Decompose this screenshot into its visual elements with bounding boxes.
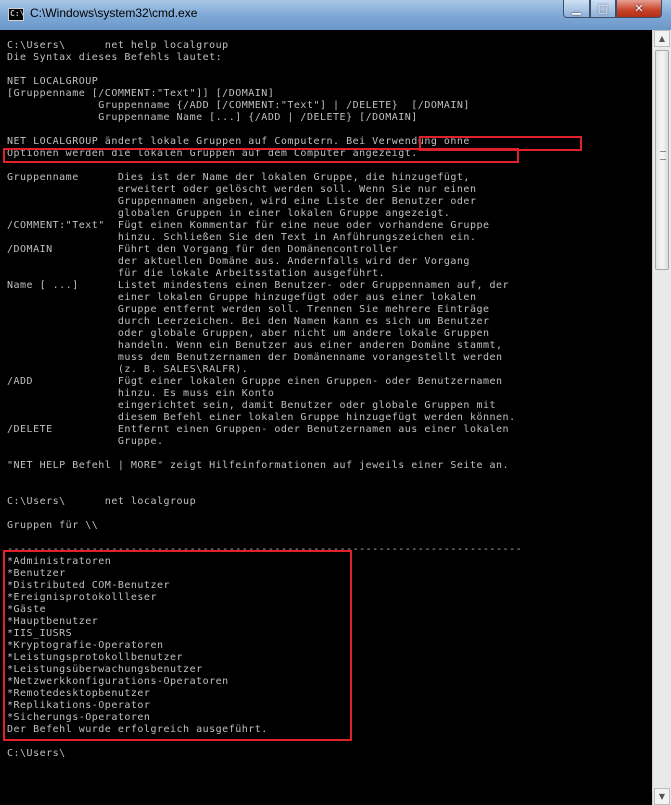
console-line: *Administratoren [7, 556, 112, 567]
vertical-scrollbar[interactable] [652, 30, 671, 805]
console-line: NET LOCALGROUP ändert lokale Gruppen auf Computern. Bei Verwendung ohne [7, 136, 470, 147]
console-line: /DELETE Entfernt einen Gruppen- oder Benutzernamen aus einer lokalen [7, 424, 510, 435]
console-line: /DOMAIN Führt den Vorgang für den Domänencontroller [7, 244, 399, 255]
highlight-box-group-list [3, 550, 352, 741]
console-line: oder globale Gruppen, aber nicht um andere lokale Gruppen [7, 328, 490, 339]
console-line: *Leistungsprotokollbenutzer [7, 652, 184, 663]
console-line: eingerichtet sein, damit Benutzer oder globale Gruppen mit [7, 400, 497, 411]
console-line: muss dem Benutzernamen der Domänenname vorangestellt werden [7, 352, 503, 363]
console-line: durch Leerzeichen. Bei den Namen kann es sich um Benutzer [7, 316, 490, 327]
close-button[interactable]: ✕ [616, 0, 662, 18]
console-line: (z. B. SALES\RALFR). [7, 364, 249, 375]
console-line: Der Befehl wurde erfolgreich ausgeführt. [7, 724, 268, 735]
console-line [7, 64, 522, 76]
console-line: der aktuellen Domäne aus. Andernfalls wird der Vorgang [7, 256, 470, 267]
console-line: Gruppen für \\ [7, 520, 99, 531]
console-line: diesem Befehl einer lokalen Gruppe hinzugefügt werden können. [7, 412, 516, 423]
console-line: *IIS_IUSRS [7, 628, 73, 639]
title-bar[interactable] [0, 0, 671, 30]
console-line: *Replikations-Operator [7, 700, 151, 711]
console-line: *Remotedesktopbenutzer [7, 688, 151, 699]
console-line: NET LOCALGROUP [7, 76, 99, 87]
console-line: *Gäste [7, 604, 47, 615]
console-line: /ADD Fügt einer lokalen Gruppe einen Gruppen- oder Benutzernamen [7, 376, 503, 387]
console-line: Gruppenname Dies ist der Name der lokalen Gruppe, die hinzugefügt, [7, 172, 470, 183]
console-line: hinzu. Es muss ein Konto [7, 388, 275, 399]
highlight-box-sentence-end [3, 148, 519, 163]
cmd-app-icon[interactable]: C:\ [8, 8, 24, 21]
console-line: ------------------------------------------------------------------------------- [7, 544, 523, 555]
console-line: C:\Users\ net help localgroup [7, 40, 229, 51]
console-line: [Gruppenname [/COMMENT:"Text"]] [/DOMAIN] [7, 88, 275, 99]
console-line: für die lokale Arbeitsstation ausgeführt. [7, 268, 386, 279]
minimize-button[interactable]: ▁ [563, 0, 590, 18]
scroll-down-arrow-icon[interactable]: ▼ [654, 788, 670, 805]
console-line: Gruppenname {/ADD [/COMMENT:"Text"] | /DELETE} [/DOMAIN] [7, 100, 470, 111]
console-line: *Benutzer [7, 568, 66, 579]
scroll-up-arrow-icon[interactable]: ▲ [654, 30, 670, 47]
console-line: Gruppe. [7, 436, 164, 447]
console-line [7, 484, 522, 496]
console-line: C:\Users\ net localgroup [7, 496, 197, 507]
console-line [7, 472, 522, 484]
console-line: handeln. Wenn ein Benutzer aus einer anderen Domäne stammt, [7, 340, 503, 351]
console-line: *Kryptografie-Operatoren [7, 640, 164, 651]
console-line: Gruppenname Name [...] {/ADD | /DELETE} [/DOMAIN] [7, 112, 418, 123]
console-line: /COMMENT:"Text" Fügt einen Kommentar für eine neue oder vorhandene Gruppe [7, 220, 490, 231]
console-line [7, 508, 522, 520]
console-line: *Netzwerkkonfigurations-Operatoren [7, 676, 229, 687]
console-line: globalen Gruppen in einer lokalen Gruppe angezeigt. [7, 208, 451, 219]
console-line: *Distributed COM-Benutzer [7, 580, 171, 591]
console-line [7, 448, 522, 460]
console-line: *Hauptbenutzer [7, 616, 99, 627]
console-line [7, 532, 522, 544]
console-line: *Ereignisprotokollleser [7, 592, 157, 603]
window-title: C:\Windows\system32\cmd.exe [30, 6, 198, 20]
console-line [7, 124, 522, 136]
console-line: *Sicherungs-Operatoren [7, 712, 151, 723]
console-line: hinzu. Schließen Sie den Text in Anführungszeichen ein. [7, 232, 477, 243]
console-line: *Leistungsüberwachungsbenutzer [7, 664, 203, 675]
console-line: Gruppennamen angeben, wird eine Liste der Benutzer oder [7, 196, 477, 207]
console-line: Die Syntax dieses Befehls lautet: [7, 52, 223, 63]
console-line: Gruppe entfernt werden soll. Trennen Sie mehrere Einträge [7, 304, 490, 315]
scrollbar-thumb[interactable] [655, 50, 669, 270]
console-line: einer lokalen Gruppe hinzugefügt oder aus einer lokalen [7, 292, 477, 303]
console-line: Name [ ...] Listet mindestens einen Benutzer- oder Gruppennamen auf, der [7, 280, 510, 291]
scrollbar-grip-icon [660, 151, 666, 160]
console-area[interactable] [0, 30, 652, 805]
console-line: C:\Users\ [7, 748, 66, 759]
console-line: "NET HELP Befehl | MORE" zeigt Hilfeinformationen auf jeweils einer Seite an. [7, 460, 510, 471]
console-line: Optionen werden die lokalen Gruppen auf dem Computer angezeigt. [7, 148, 418, 159]
console-line: erweitert oder gelöscht werden soll. Wenn Sie nur einen [7, 184, 477, 195]
maximize-button[interactable]: □ [590, 0, 616, 18]
